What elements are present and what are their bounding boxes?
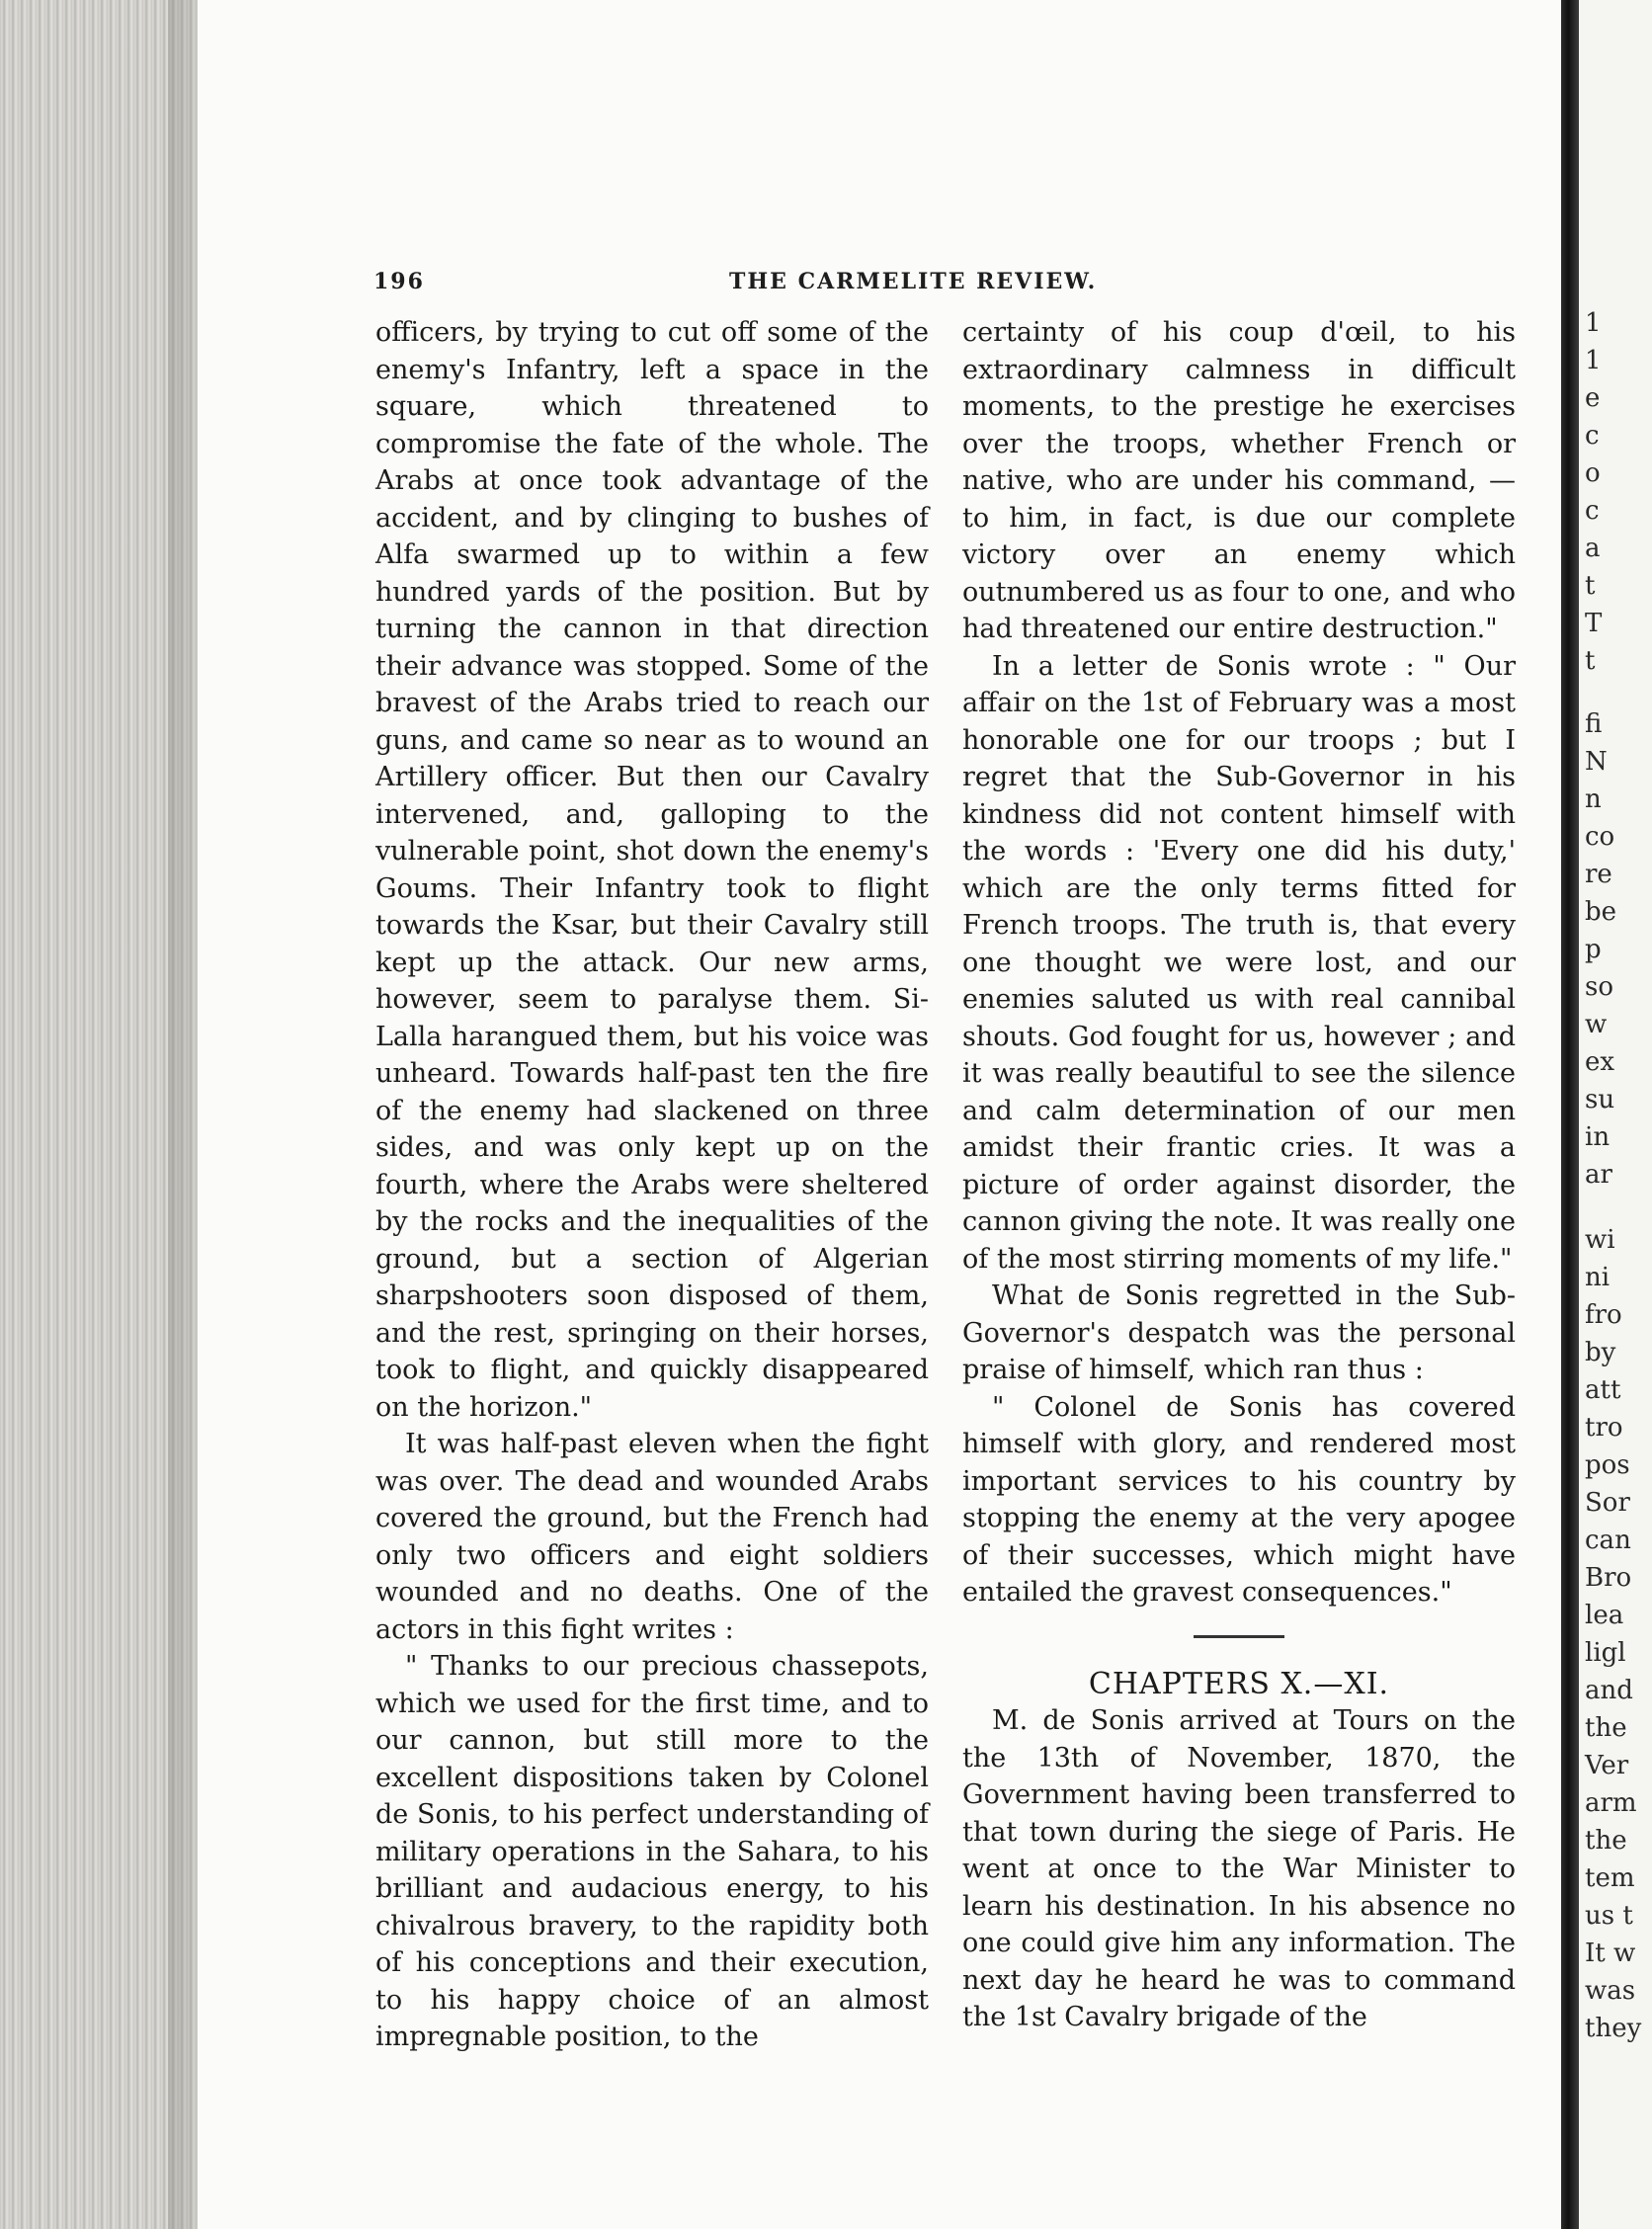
next-page-line: ex [1585, 1047, 1615, 1077]
next-page-line: ar [1585, 1160, 1612, 1190]
next-page-line: fi [1585, 709, 1603, 739]
next-page-line: so [1585, 972, 1613, 1002]
next-page-line: p [1585, 935, 1602, 964]
next-page-line: t [1585, 571, 1596, 601]
left-paragraph-3: " Thanks to our precious chassepots, which we used for the first time, and to our cannon, but still more to the excellent dispositions taken by Colonel de Sonis, to his perfect understanding of military operations in the Sahara, to his brilliant and audacious energy, to his chivalrous bravery, to the rapidity both of his conceptions and their execution, to his happy choice of an almost impregnable position, to the [375, 1651, 929, 2052]
next-page-line: wi [1585, 1225, 1615, 1255]
next-page-line: ni [1585, 1263, 1611, 1292]
running-head [373, 269, 1490, 302]
right-paragraph-3: What de Sonis regretted in the Sub-Governor's despatch was the personal praise of himself, which ran thus : [962, 1280, 1516, 1385]
right-paragraph-4: " Colonel de Sonis has covered himself with glory, and rendered most important services to his country by stopping the enemy at the very apogee of their successes, which might have entailed the gravest consequences." [962, 1391, 1516, 1608]
next-page-line: ligl [1585, 1638, 1626, 1668]
next-page-line: be [1585, 897, 1617, 927]
right-column [962, 314, 1516, 2036]
next-page-line: in [1585, 1122, 1611, 1152]
next-page-line: att [1585, 1375, 1621, 1405]
right-paragraph-1: certainty of his coup d'œil, to his extraordinary calmness in difficult moments, to the prestige he exercises over the troops, whether French or native, who are under his command, —to him, in fact, is due our complete victory over an enemy which outnumbered us as four to one, and who had threatened our entire destruction." [962, 317, 1516, 644]
next-page-fragment [1579, 0, 1652, 2229]
next-page-line: can [1585, 1526, 1631, 1555]
next-page-line: the [1585, 1713, 1627, 1743]
next-page-line: a [1585, 534, 1601, 563]
next-page-line: It w [1585, 1939, 1636, 1968]
next-page-line: e [1585, 383, 1601, 413]
next-page-line: us t [1585, 1901, 1633, 1931]
next-page-line: 1 [1585, 346, 1602, 375]
next-page-line: lea [1585, 1601, 1624, 1630]
next-page-line: su [1585, 1085, 1615, 1114]
next-page-line: 1 [1585, 308, 1602, 338]
page-number: 196 [373, 269, 425, 294]
next-page-line: by [1585, 1338, 1616, 1367]
next-page-line: they [1585, 2014, 1642, 2043]
next-page-line: t [1585, 646, 1596, 676]
next-page-line: c [1585, 421, 1600, 451]
next-page-line: pos [1585, 1450, 1630, 1480]
left-paragraph-1: officers, by trying to cut off some of the enemy's Infantry, left a space in the square, which threatened to compromise the fate of the whole. The Arabs at once took advantage of the accident, and by clinging to bushes of Alfa swarmed up to within a few hundred yards of the position. But by turning the cannon in that direction their advance was stopped. Some of the bravest of the Arabs tried to reach our guns, and came so near as to wound an Artillery officer. But then our Cavalry intervened, and, galloping to the vulnerable point, shot down the enemy's Goums. Their Infantry took to flight towards the Ksar, but their Cavalry still kept up the attack. Our new arms, however, seem to paralyse them. Si-Lalla harangued them, but his voice was unheard. Towards half-past ten the fire of the enemy had slackened on three sides, and was only kept up on the fourth, where the Arabs were sheltered by the rocks and the inequalities of the ground, but a section of Algerian sharpshooters soon disposed of them, and the rest, springing on their horses, took to flight, and quickly disappeared on the horizon." [375, 317, 929, 1423]
next-page-line: was [1585, 1976, 1636, 2006]
book-gutter [1561, 0, 1579, 2229]
next-page-line: o [1585, 458, 1601, 488]
next-page-line: N [1585, 747, 1608, 777]
left-paragraph-2: It was half-past eleven when the fight was over. The dead and wounded Arabs covered the ground, but the French had only two officers and eight soldiers wounded and no deaths. One of the actors in this fight writes : [375, 1429, 929, 1645]
next-page-line: re [1585, 860, 1612, 889]
next-page-line: c [1585, 496, 1600, 526]
next-page-line: co [1585, 822, 1615, 852]
next-page-line: T [1585, 609, 1603, 638]
right-paragraph-5: M. de Sonis arrived at Tours on the the 13th of November, 1870, the Government having been transferred to that town during the siege of Paris. He went at once to the War Minister to learn his destination. In his absence no one could give him any information. The next day he heard he was to command the 1st Cavalry brigade of the [962, 1705, 1516, 2032]
next-page-line: Bro [1585, 1563, 1632, 1593]
next-page-line: w [1585, 1010, 1608, 1039]
left-column [375, 314, 929, 2056]
next-page-line: and [1585, 1676, 1633, 1705]
next-page-line: Sor [1585, 1488, 1630, 1518]
journal-title: THE CARMELITE REVIEW. [729, 269, 1098, 294]
next-page-line: fro [1585, 1300, 1622, 1330]
next-page-line: the [1585, 1826, 1627, 1856]
next-page-line: Ver [1585, 1751, 1629, 1780]
next-page-line: tem [1585, 1863, 1635, 1893]
next-page-line: arm [1585, 1788, 1637, 1818]
section-divider [1194, 1635, 1284, 1638]
chapter-heading: CHAPTERS X.—XI. [1088, 1666, 1390, 1701]
next-page-line: tro [1585, 1413, 1623, 1443]
next-page-line: n [1585, 784, 1602, 814]
right-paragraph-2: In a letter de Sonis wrote : " Our affair on the 1st of February was a most honorable one for our troops ; but I regret that the Sub-Governor in his kindness did not content himself with the words : 'Every one did his duty,' which are the only terms fitted for French troops. The truth is, that every one thought we were lost, and our enemies saluted us with real cannibal shouts. God fought for us, however ; and it was really beautiful to see the silence and calm determination of our men amidst their frantic cries. It was a picture of order against disorder, the cannon giving the note. It was really one of the most stirring moments of my life." [962, 650, 1516, 1275]
